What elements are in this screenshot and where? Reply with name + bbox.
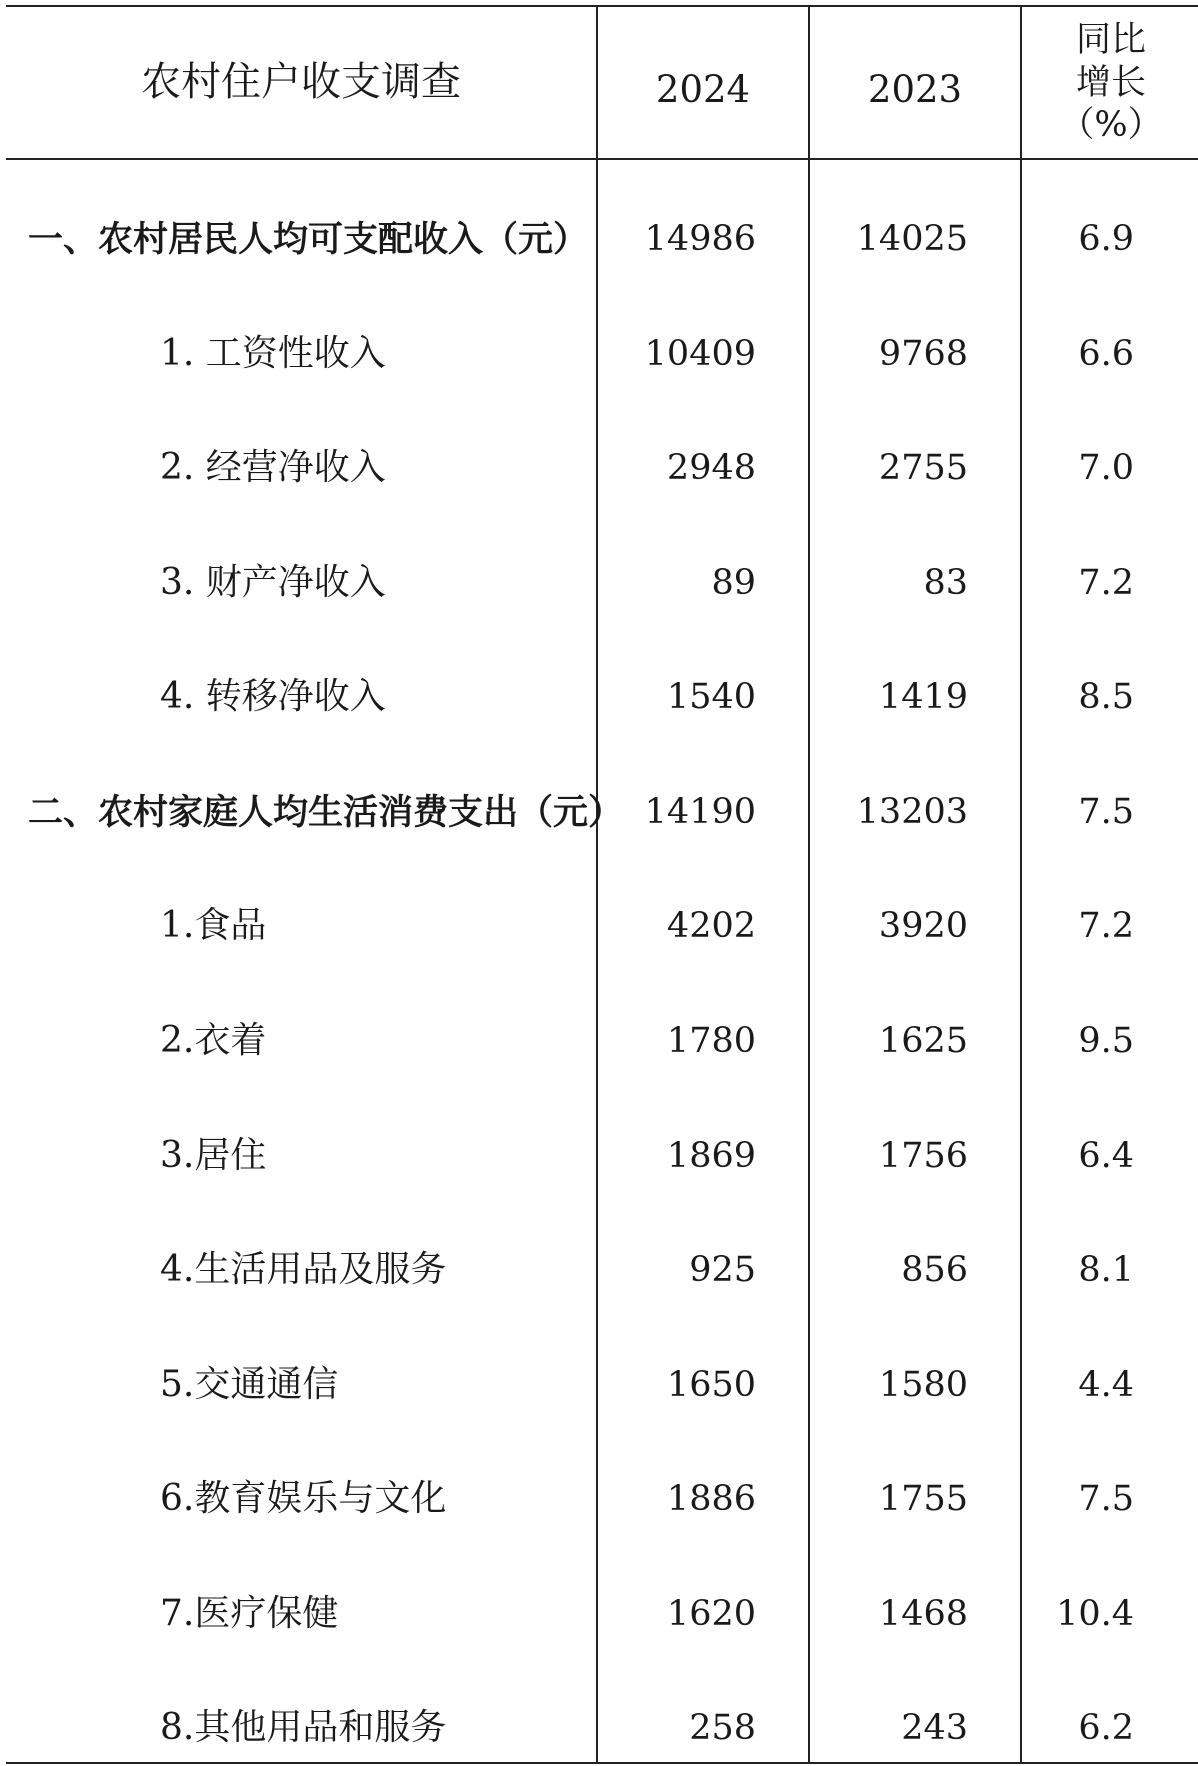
value-2023: 243 [901, 1707, 968, 1748]
value-2024: 1886 [666, 1478, 756, 1519]
value-2023: 83 [923, 562, 968, 603]
value-2024: 10409 [644, 333, 756, 374]
value-growth: 10.4 [1056, 1593, 1134, 1634]
value-growth: 7.2 [1078, 562, 1134, 603]
value-2023: 1468 [878, 1593, 968, 1634]
value-growth: 6.9 [1078, 218, 1134, 259]
table-title-header: 农村住户收支调查 [141, 59, 461, 105]
value-2024: 4202 [666, 905, 756, 946]
value-growth: 8.5 [1078, 676, 1134, 717]
value-2023: 1625 [878, 1020, 968, 1061]
row-label: 一、农村居民人均可支配收入（元） [28, 218, 589, 260]
column-header-2024: 2024 [655, 67, 751, 111]
row-label: 1. 工资性收入 [160, 333, 386, 374]
column-header-growth [1024, 8, 1198, 158]
value-2023: 3920 [878, 905, 968, 946]
value-2023: 1755 [878, 1478, 968, 1519]
value-growth: 7.0 [1078, 447, 1134, 488]
row-label: 5.交通通信 [160, 1364, 339, 1405]
row-label: 8.其他用品和服务 [160, 1707, 447, 1748]
value-2024: 1780 [666, 1020, 756, 1061]
value-growth: 8.1 [1078, 1249, 1134, 1290]
value-2024: 1869 [666, 1135, 756, 1176]
value-growth: 6.6 [1078, 333, 1134, 374]
value-2024: 925 [689, 1249, 756, 1290]
row-label: 3. 财产净收入 [160, 562, 386, 603]
column-header-2023: 2023 [867, 67, 963, 111]
value-2024: 89 [711, 562, 756, 603]
value-growth: 6.2 [1078, 1707, 1134, 1748]
row-label: 二、农村家庭人均生活消费支出（元） [28, 791, 624, 833]
row-label: 2. 经营净收入 [160, 447, 386, 488]
value-growth: 7.5 [1078, 1478, 1134, 1519]
value-growth: 6.4 [1078, 1135, 1134, 1176]
value-2024: 1620 [666, 1593, 756, 1634]
value-2024: 2948 [666, 447, 756, 488]
value-2023: 14025 [856, 218, 968, 259]
row-label: 4. 转移净收入 [160, 676, 386, 717]
row-label: 7.医疗保健 [160, 1593, 339, 1634]
value-2023: 856 [901, 1249, 968, 1290]
value-growth: 4.4 [1078, 1364, 1134, 1405]
value-2024: 1540 [666, 676, 756, 717]
value-2024: 14190 [644, 791, 756, 832]
value-growth: 7.2 [1078, 905, 1134, 946]
value-growth: 7.5 [1078, 791, 1134, 832]
value-2023: 1756 [878, 1135, 968, 1176]
growth-header-line-1: 同比 [1075, 19, 1146, 60]
value-growth: 9.5 [1078, 1020, 1134, 1061]
growth-header-line-2: 增长 [1075, 62, 1146, 103]
value-2024: 258 [689, 1707, 756, 1748]
value-2023: 1580 [878, 1364, 968, 1405]
value-2023: 2755 [878, 447, 968, 488]
row-label: 3.居住 [160, 1135, 267, 1176]
value-2023: 9768 [878, 333, 968, 374]
row-label: 4.生活用品及服务 [160, 1249, 447, 1290]
column-divider-3 [1020, 6, 1022, 1764]
row-label: 6.教育娱乐与文化 [160, 1478, 447, 1519]
value-2023: 13203 [856, 791, 968, 832]
row-label: 1.食品 [160, 905, 267, 946]
row-label: 2.衣着 [160, 1020, 267, 1061]
value-2024: 1650 [666, 1364, 756, 1405]
growth-header-line-3: （%） [1059, 105, 1163, 146]
value-2023: 1419 [878, 676, 968, 717]
value-2024: 14986 [644, 218, 756, 259]
